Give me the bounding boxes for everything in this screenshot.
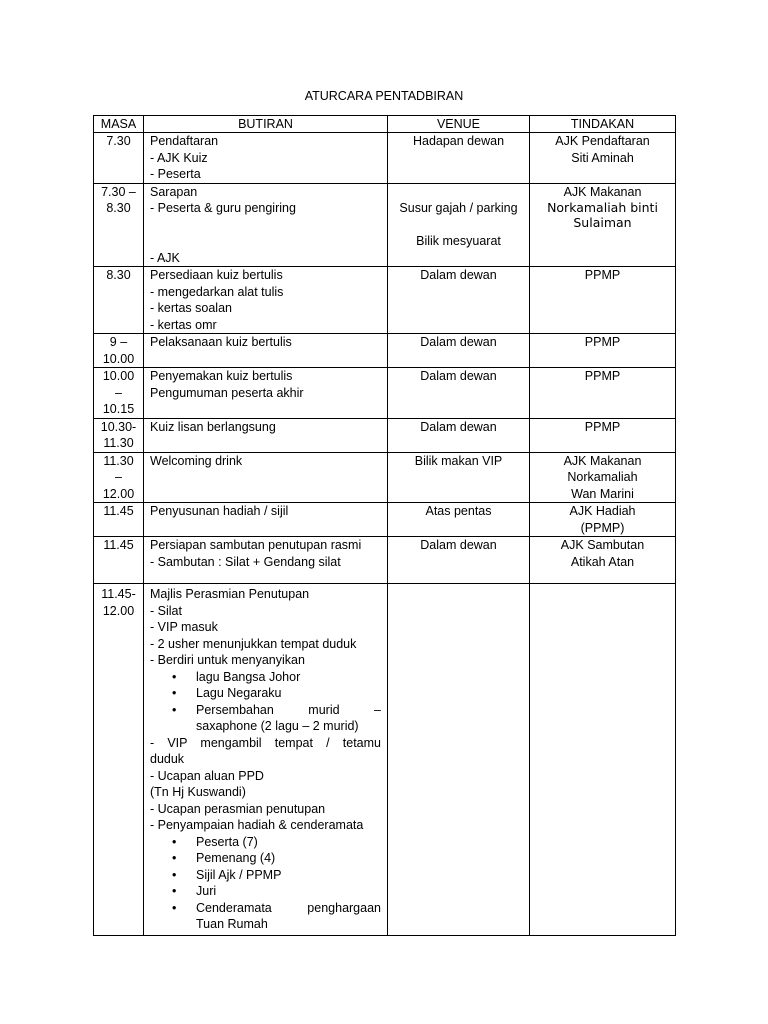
venue-cell	[388, 183, 530, 267]
butiran-text: - AJK	[150, 250, 180, 265]
venue-text: Dalam dewan	[420, 268, 497, 282]
header-row	[94, 116, 676, 133]
table-row	[94, 267, 676, 334]
header-masa: MASA	[94, 116, 144, 133]
butiran-cell	[144, 267, 388, 334]
masa-text: 10.15	[102, 402, 135, 416]
list-item-text: Cenderamata penghargaan	[196, 900, 381, 915]
masa-cell	[94, 584, 144, 936]
venue-text: Susur gajah / parking	[399, 201, 518, 215]
masa-text: –	[115, 385, 122, 400]
venue-cell	[388, 537, 530, 584]
masa-cell	[94, 503, 144, 537]
masa-cell	[94, 418, 144, 452]
masa-text: 11.45	[103, 504, 134, 518]
tindakan-text: Norkamaliah	[567, 470, 638, 484]
bullet-icon: •	[172, 851, 177, 865]
table-row	[94, 452, 676, 503]
header-tindakan: TINDAKAN	[530, 116, 676, 133]
tindakan-cell	[530, 503, 676, 537]
agenda-table	[93, 115, 676, 936]
butiran-text: Kuiz lisan berlangsung	[150, 419, 276, 434]
butiran-text: Welcoming drink	[150, 453, 243, 468]
butiran-cell	[144, 183, 388, 267]
bullet-icon: •	[172, 867, 177, 882]
bullet-icon: •	[172, 900, 177, 915]
tindakan-cell	[530, 133, 676, 184]
tindakan-text: PPMP	[584, 268, 621, 282]
butiran-text: - 2 usher menunjukkan tempat duduk	[150, 636, 357, 651]
closing-heading: Majlis Perasmian Penutupan	[150, 587, 310, 601]
venue-text: Hadapan dewan	[412, 134, 505, 148]
masa-text: 10.00	[102, 351, 135, 366]
venue-cell	[388, 267, 530, 334]
masa-cell	[94, 452, 144, 503]
venue-text: Dalam dewan	[420, 538, 497, 552]
tindakan-text: AJK Makanan	[563, 184, 642, 199]
tindakan-text: AJK Makanan	[563, 453, 642, 468]
list-item-text: Lagu Negaraku	[196, 686, 282, 700]
list-item-text: Juri	[196, 884, 217, 898]
masa-text: 12.00	[102, 603, 135, 618]
venue-cell	[388, 334, 530, 368]
masa-text: 8.30	[106, 201, 131, 215]
butiran-text: Sarapan	[150, 184, 198, 199]
masa-text: 11.45	[103, 538, 134, 552]
venue-cell-empty	[388, 584, 530, 936]
tindakan-text: AJK Pendaftaran	[555, 134, 650, 148]
table-row	[94, 183, 676, 267]
masa-text: 7.30 –	[101, 184, 136, 199]
butiran-text: - Peserta & guru pengiring	[150, 201, 296, 215]
tindakan-text: Atikah Atan	[570, 554, 635, 569]
list-item-text: saxaphone (2 lagu – 2 murid)	[196, 719, 359, 733]
butiran-cell	[144, 368, 388, 419]
butiran-text: - VIP masuk	[150, 620, 218, 634]
header-butiran: BUTIRAN	[144, 116, 388, 133]
tindakan-text: Norkamaliah binti	[547, 200, 658, 215]
venue-text: Atas pentas	[425, 504, 492, 518]
masa-text: 11.45-	[101, 587, 136, 601]
venue-text: Bilik makan VIP	[414, 453, 503, 468]
table-row	[94, 503, 676, 537]
butiran-text: - Peserta	[150, 167, 201, 181]
tindakan-cell-empty	[530, 584, 676, 936]
butiran-text: Persediaan kuiz bertulis	[150, 268, 283, 282]
masa-cell	[94, 183, 144, 267]
tindakan-text: PPMP	[584, 369, 621, 383]
masa-text: 10.00	[102, 369, 135, 383]
masa-text: 7.30	[106, 134, 131, 148]
list-item	[150, 867, 381, 884]
butiran-text: - Ucapan aluan PPD	[150, 768, 264, 783]
butiran-text: - VIP mengambil tempat / tetamu	[150, 735, 381, 750]
venue-cell	[388, 368, 530, 419]
table-row	[94, 418, 676, 452]
venue-cell	[388, 133, 530, 184]
butiran-cell	[144, 133, 388, 184]
butiran-text: - kertas soalan	[150, 301, 232, 315]
page-title: ATURCARA PENTADBIRAN	[304, 89, 464, 103]
tindakan-text: Wan Marini	[571, 486, 634, 501]
butiran-text: - Ucapan perasmian penutupan	[150, 801, 326, 816]
butiran-cell	[144, 452, 388, 503]
tindakan-cell	[530, 183, 676, 267]
butiran-text: - Silat	[150, 603, 182, 618]
butiran-text: Pendaftaran	[150, 134, 219, 148]
butiran-text: Penyusunan hadiah / sijil	[150, 504, 289, 518]
venue-text: Dalam dewan	[420, 419, 497, 434]
tindakan-text: (PPMP)	[580, 520, 625, 535]
list-item-text: Persembahan murid –	[196, 702, 381, 717]
masa-text: 11.30	[103, 436, 134, 450]
butiran-text: - mengedarkan alat tulis	[150, 284, 284, 299]
table-row-closing	[94, 584, 676, 936]
table-row	[94, 133, 676, 184]
list-item	[150, 900, 381, 933]
tindakan-text: Siti Aminah	[571, 150, 634, 165]
tindakan-cell	[530, 537, 676, 584]
venue-cell	[388, 418, 530, 452]
butiran-text: (Tn Hj Kuswandi)	[150, 785, 246, 799]
tindakan-text: AJK Hadiah	[569, 504, 636, 518]
table-row	[94, 368, 676, 419]
butiran-cell	[144, 584, 388, 936]
butiran-cell	[144, 418, 388, 452]
table-row	[94, 334, 676, 368]
venue-text: Dalam dewan	[420, 335, 497, 349]
butiran-text: - Sambutan : Silat + Gendang silat	[150, 554, 341, 569]
list-item	[150, 669, 381, 686]
butiran-text: Pengumuman peserta akhir	[150, 385, 304, 400]
list-item	[150, 883, 381, 900]
list-item	[150, 685, 381, 702]
masa-text: 12.00	[102, 486, 135, 501]
bullet-icon: •	[172, 884, 177, 898]
butiran-text: - Berdiri untuk menyanyikan	[150, 653, 305, 667]
masa-text: –	[115, 470, 122, 484]
list-item-text: Peserta (7)	[196, 834, 258, 849]
butiran-text: Pelaksanaan kuiz bertulis	[150, 335, 292, 349]
list-item-text: Pemenang (4)	[196, 851, 276, 865]
venue-text: Bilik mesyuarat	[416, 234, 501, 248]
bullet-icon: •	[172, 669, 177, 684]
list-item	[150, 850, 381, 867]
venue-cell	[388, 452, 530, 503]
masa-text: 11.30	[103, 453, 134, 468]
butiran-text: duduk	[150, 752, 185, 766]
bullet-icon: •	[172, 702, 177, 717]
masa-cell	[94, 368, 144, 419]
bullet-icon: •	[172, 834, 177, 849]
masa-text: 9 –	[109, 335, 128, 349]
bullet-icon: •	[172, 686, 177, 700]
venue-cell	[388, 503, 530, 537]
masa-text: 8.30	[106, 268, 131, 282]
tindakan-cell	[530, 368, 676, 419]
list-item-text: Sijil Ajk / PPMP	[196, 867, 282, 882]
list-item-text: lagu Bangsa Johor	[196, 669, 301, 684]
list-item	[150, 702, 381, 735]
tindakan-cell	[530, 334, 676, 368]
list-item-text: Tuan Rumah	[196, 917, 268, 931]
butiran-text: - AJK Kuiz	[150, 150, 208, 165]
masa-cell	[94, 267, 144, 334]
masa-text: 10.30-	[100, 419, 137, 434]
list-item	[150, 834, 381, 851]
butiran-text: - kertas omr	[150, 317, 217, 332]
masa-cell	[94, 537, 144, 584]
tindakan-cell	[530, 452, 676, 503]
butiran-text: - Penyampaian hadiah & cenderamata	[150, 818, 364, 832]
masa-cell	[94, 334, 144, 368]
tindakan-text: AJK Sambutan	[560, 538, 645, 552]
table-row	[94, 537, 676, 584]
masa-cell	[94, 133, 144, 184]
tindakan-text: PPMP	[584, 419, 621, 434]
tindakan-text: PPMP	[584, 335, 621, 349]
header-venue: VENUE	[388, 116, 530, 133]
butiran-cell	[144, 503, 388, 537]
butiran-text: Penyemakan kuiz bertulis	[150, 369, 293, 383]
tindakan-cell	[530, 418, 676, 452]
butiran-cell	[144, 334, 388, 368]
tindakan-text: Sulaiman	[573, 215, 632, 230]
tindakan-cell	[530, 267, 676, 334]
venue-text: Dalam dewan	[420, 369, 497, 383]
butiran-text: Persiapan sambutan penutupan rasmi	[150, 538, 362, 552]
butiran-cell	[144, 537, 388, 584]
